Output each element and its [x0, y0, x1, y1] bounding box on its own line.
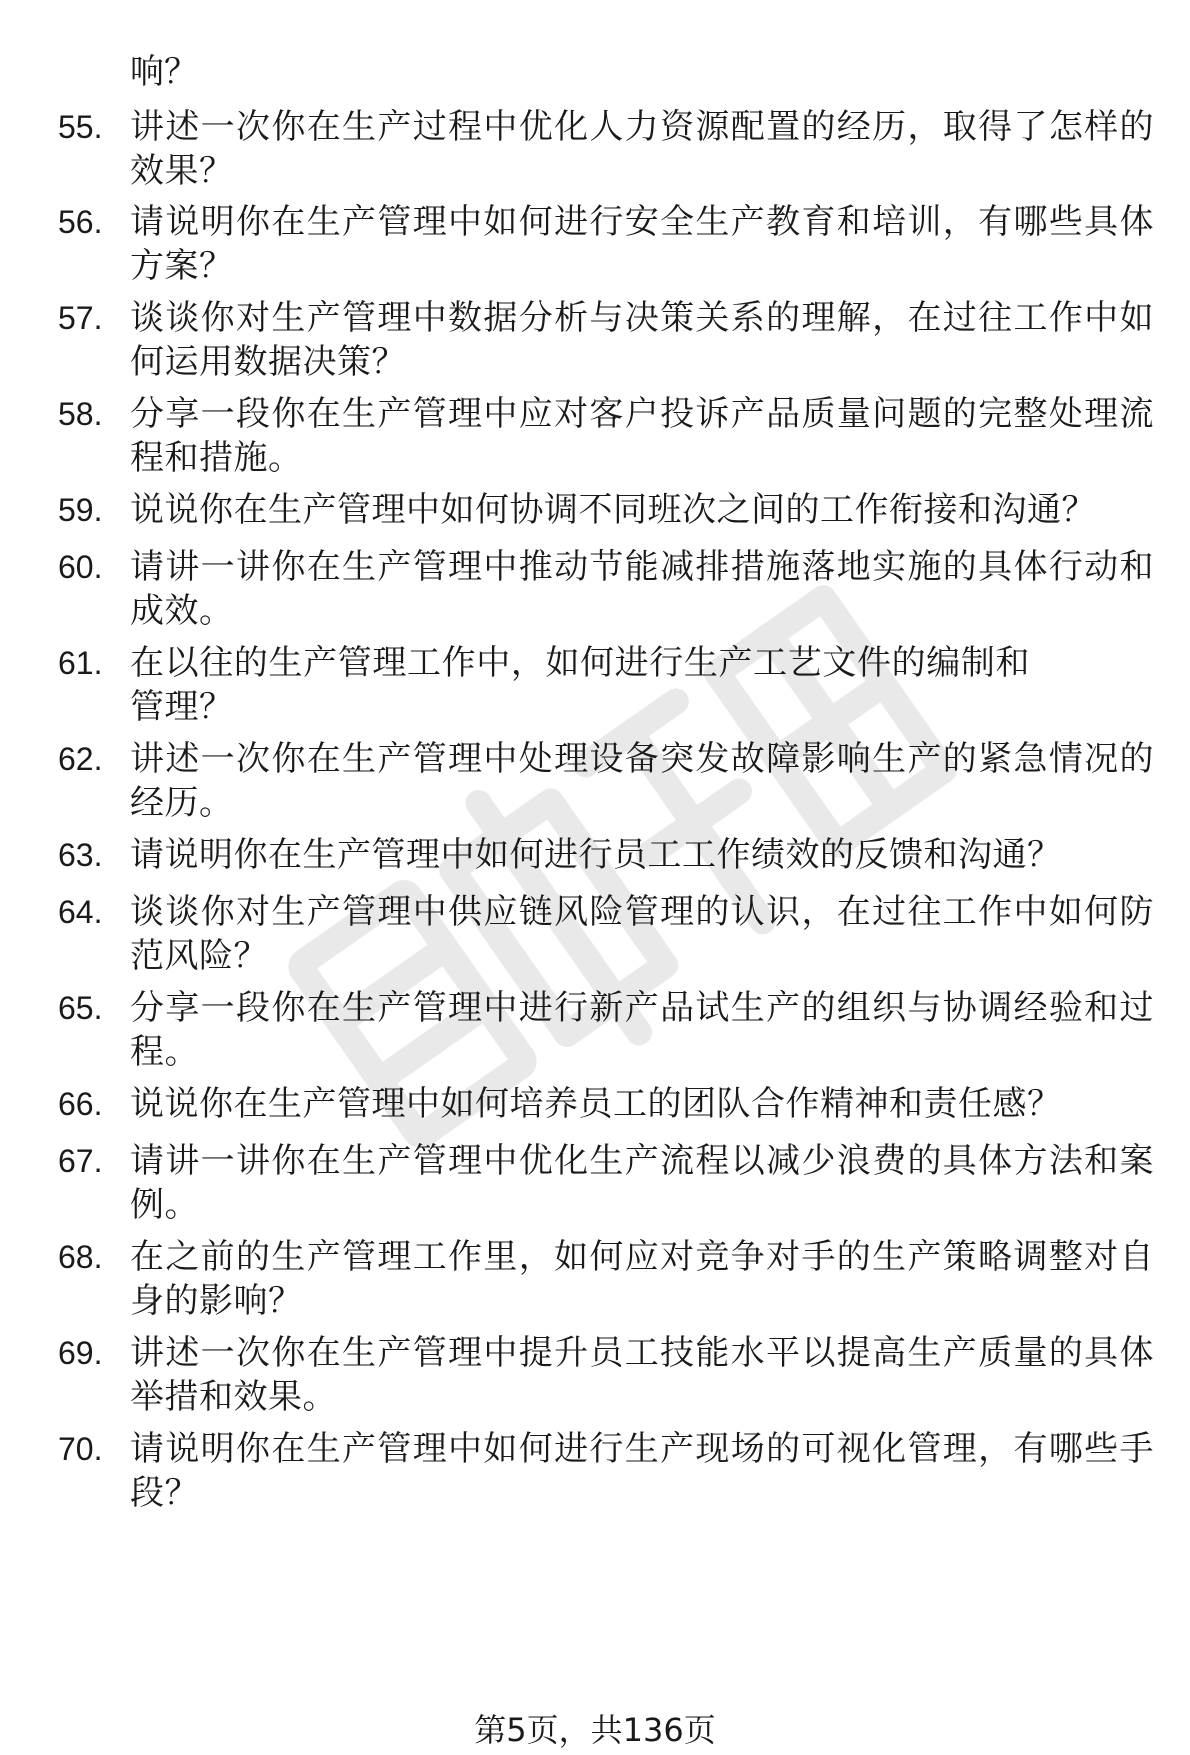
question-text: 请说明你在生产管理中如何进行安全生产教育和培训，有哪些具体方案？: [130, 202, 1154, 286]
question-text: 请说明你在生产管理中如何进行员工工作绩效的反馈和沟通？: [130, 835, 1062, 875]
question-text: 说说你在生产管理中如何协调不同班次之间的工作衔接和沟通？: [130, 490, 1096, 530]
question-text: 讲述一次你在生产过程中优化人力资源配置的经历，取得了怎样的效果？: [130, 107, 1154, 191]
question-text: 分享一段你在生产管理中应对客户投诉产品质量问题的完整处理流程和措施。: [130, 394, 1154, 478]
question-text: 讲述一次你在生产管理中提升员工技能水平以提高生产质量的具体举措和效果。: [130, 1333, 1154, 1417]
question-number: 67.: [58, 1143, 103, 1179]
continuation-line: 响？: [130, 52, 198, 92]
question-number: 62.: [58, 741, 103, 777]
question-text: 谈谈你对生产管理中供应链风险管理的认识，在过往工作中如何防范风险？: [130, 892, 1154, 976]
question-text: 请讲一讲你在生产管理中推动节能减排措施落地实施的具体行动和成效。: [130, 547, 1154, 631]
question-text: 谈谈你对生产管理中数据分析与决策关系的理解，在过往工作中如何运用数据决策？: [130, 298, 1154, 382]
question-number: 56.: [58, 204, 103, 240]
question-text: 请说明你在生产管理中如何进行生产现场的可视化管理，有哪些手段？: [130, 1429, 1154, 1513]
question-number: 69.: [58, 1335, 103, 1371]
question-number: 66.: [58, 1086, 103, 1122]
question-number: 65.: [58, 990, 103, 1026]
question-number: 63.: [58, 837, 103, 873]
question-number: 68.: [58, 1239, 103, 1275]
question-number: 60.: [58, 549, 103, 585]
page-number-label: 第5页，共136页: [474, 1711, 716, 1749]
question-number: 70.: [58, 1431, 103, 1467]
question-text: 在以往的生产管理工作中，如何进行生产工艺文件的编制和管理？: [130, 643, 1030, 727]
question-number: 55.: [58, 109, 103, 145]
question-text: 讲述一次你在生产管理中处理设备突发故障影响生产的紧急情况的经历。: [130, 739, 1154, 823]
question-text: 分享一段你在生产管理中进行新产品试生产的组织与协调经验和过程。: [130, 988, 1154, 1072]
question-number: 58.: [58, 396, 103, 432]
question-number: 61.: [58, 645, 103, 681]
page-footer: [0, 1710, 1190, 1750]
question-text: 在之前的生产管理工作里，如何应对竞争对手的生产策略调整对自身的影响？: [130, 1237, 1154, 1321]
question-number: 59.: [58, 492, 103, 528]
question-text: 请讲一讲你在生产管理中优化生产流程以减少浪费的具体方法和案例。: [130, 1141, 1154, 1225]
question-number: 64.: [58, 894, 103, 930]
question-text: 说说你在生产管理中如何培养员工的团队合作精神和责任感？: [130, 1084, 1062, 1124]
question-number: 57.: [58, 300, 103, 336]
